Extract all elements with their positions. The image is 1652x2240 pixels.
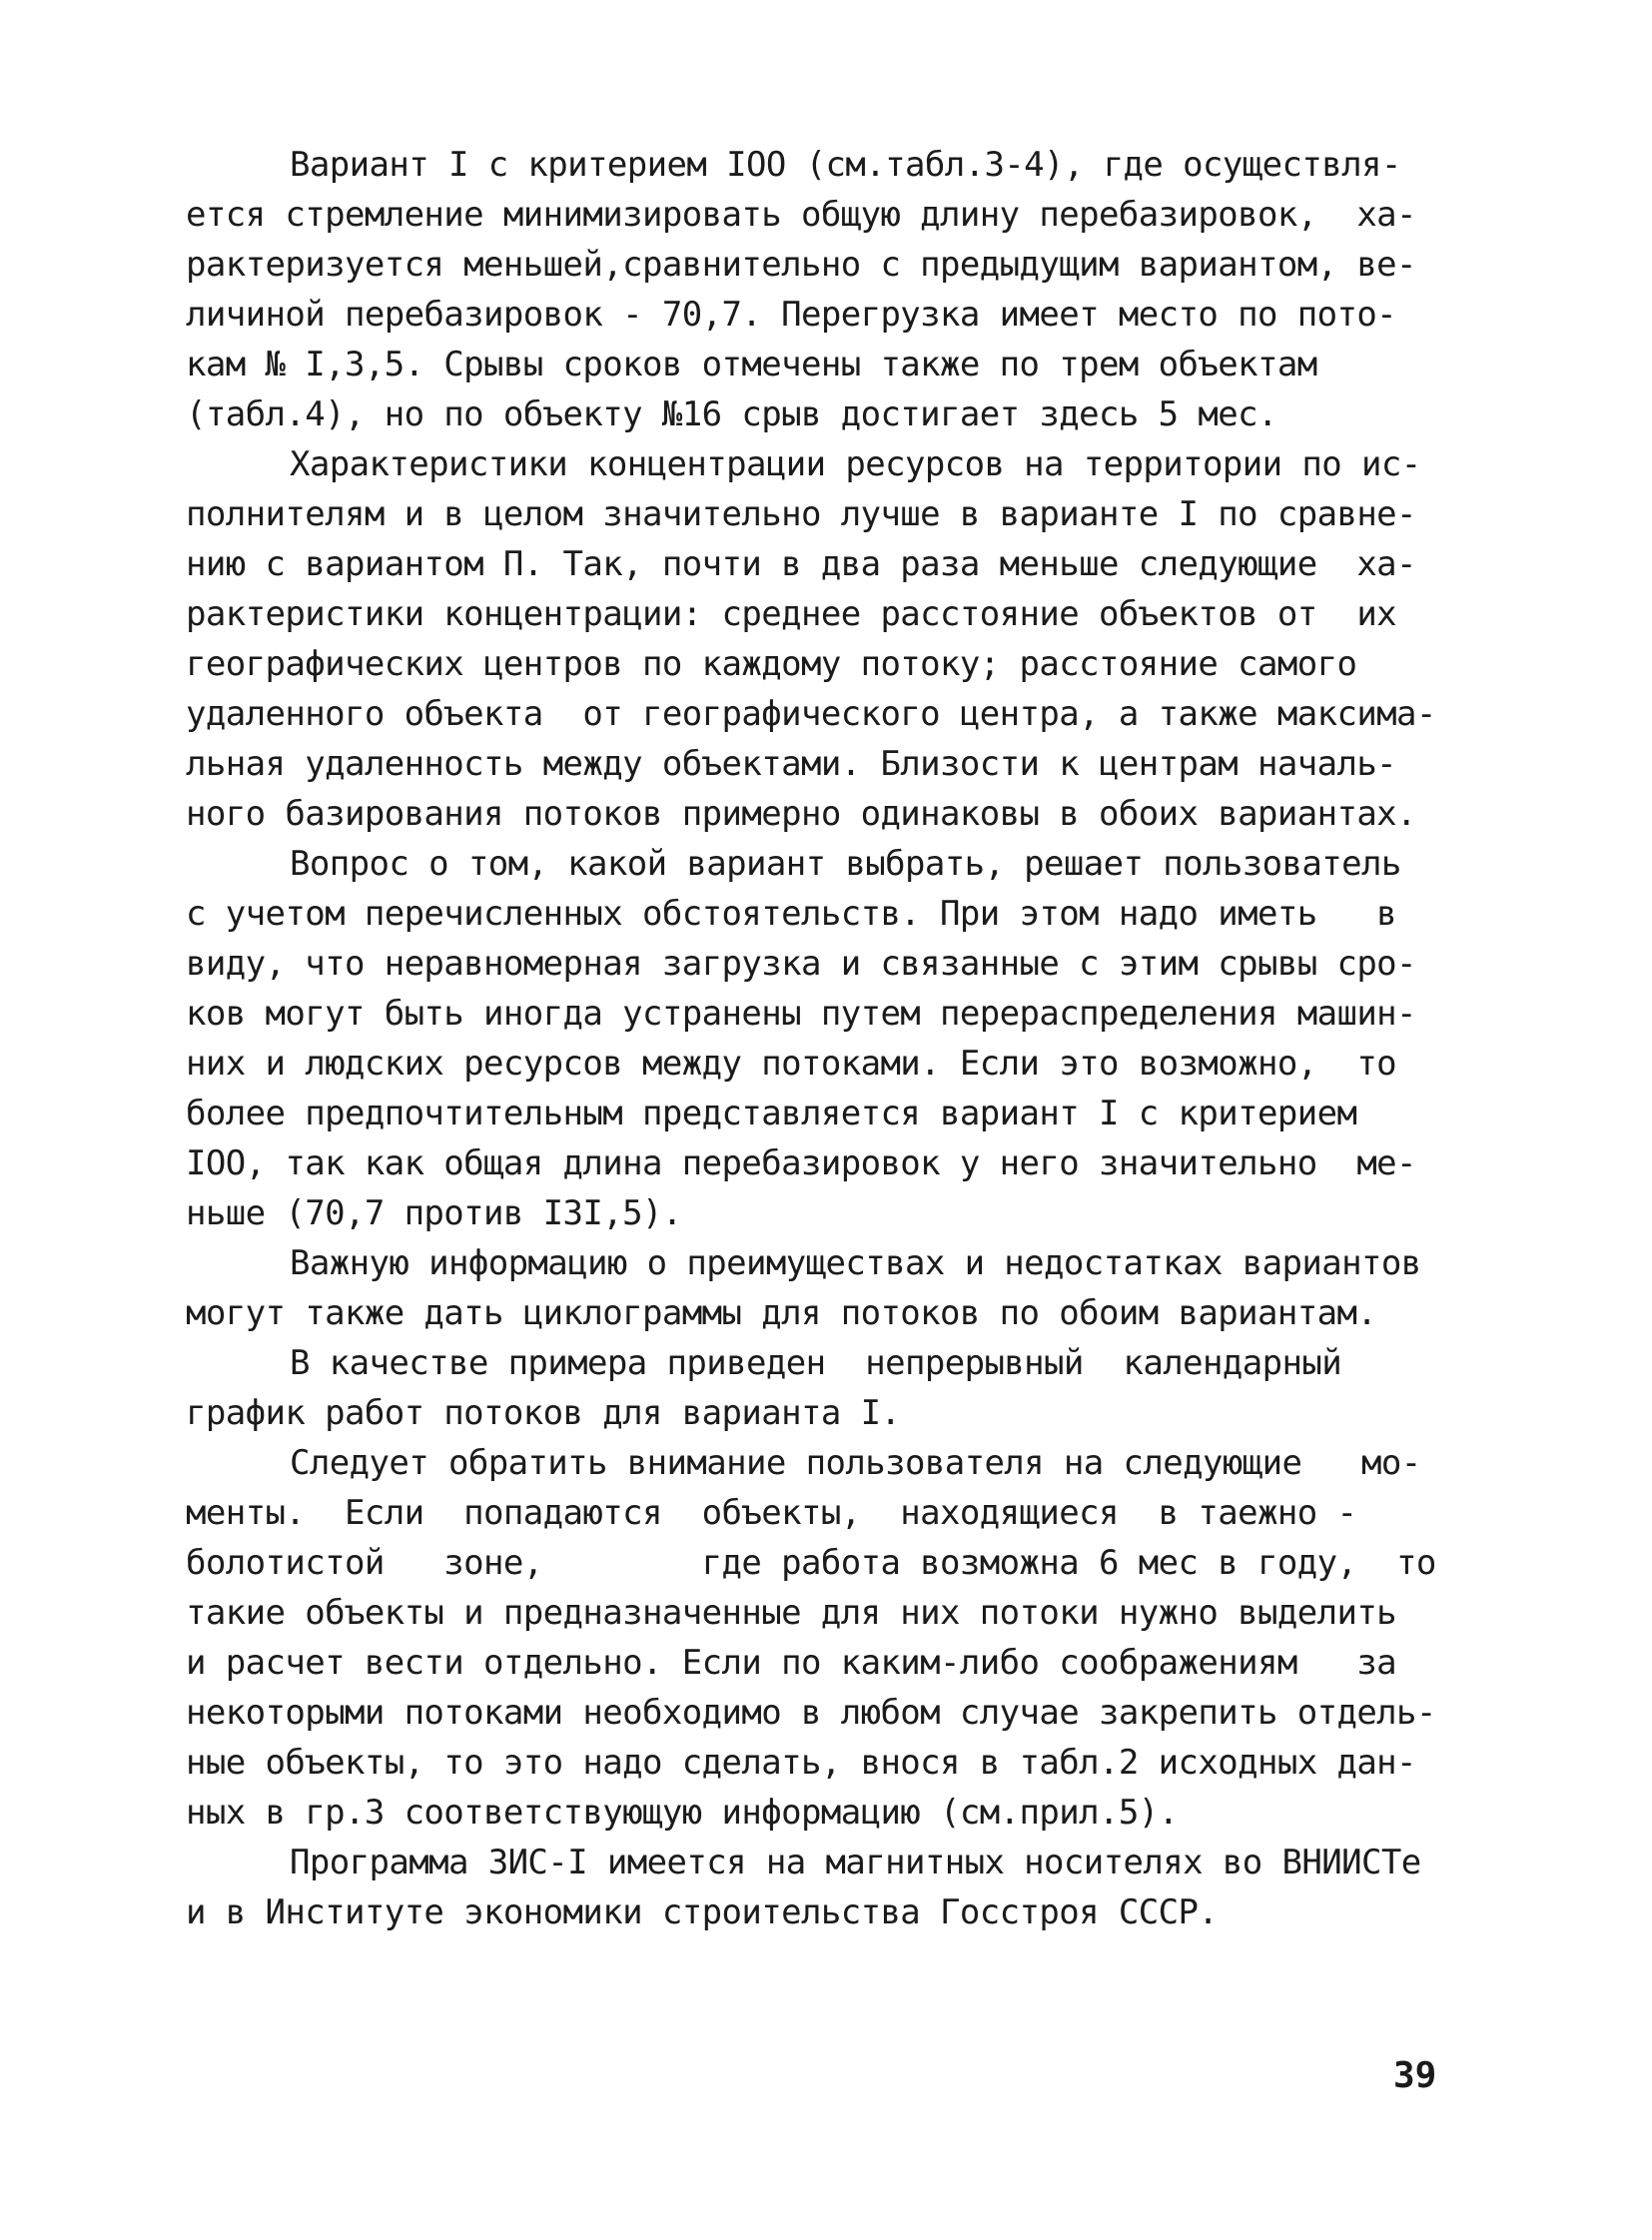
text-line: В качестве примера приведен непрерывный календарный [290, 1343, 1342, 1383]
text-line: них и людских ресурсов между потоками. Если это возможно, то [186, 1044, 1397, 1084]
text-line: более предпочтительным представляется вариант I с критерием [186, 1094, 1357, 1133]
text-line: полнителям и в целом значительно лучше в варианте I по сравне- [186, 494, 1416, 534]
paragraph-variant-i [186, 140, 1474, 439]
text-line: Вариант I с критерием IOO (см.табл.3-4), где осуществля- [290, 145, 1401, 185]
text-line: ных в гр.3 соответствующую информацию (см.прил.5). [186, 1793, 1179, 1833]
text-line: Характеристики концентрации ресурсов на территории по ис- [290, 444, 1421, 484]
text-line: личиной перебазировок - 70,7. Перегрузка имеет место по пото- [186, 295, 1397, 335]
text-line: льная удаленность между объектами. Близости к центрам началь- [186, 744, 1397, 784]
body-text [186, 140, 1474, 1937]
paragraph-choice [186, 839, 1474, 1238]
text-line: рактеристики концентрации: среднее расстояние объектов от их [186, 594, 1397, 634]
text-line: Программа ЗИС-I имеется на магнитных носителях во ВНИИСТе [290, 1843, 1421, 1882]
text-line: Следует обратить внимание пользователя на следующие мо- [290, 1443, 1421, 1483]
text-line: болотистой зоне, где работа возможна 6 мес в году, то [186, 1543, 1436, 1583]
text-line: могут также дать циклограммы для потоков по обоим вариантам. [186, 1293, 1377, 1333]
text-line: такие объекты и предназначенные для них потоки нужно выделить [186, 1593, 1397, 1633]
paragraph-example [186, 1338, 1474, 1438]
text-line: с учетом перечисленных обстоятельств. При этом надо иметь в [186, 894, 1397, 934]
paragraph-attention [186, 1438, 1474, 1838]
text-line: географических центров по каждому потоку; расстояние самого [186, 644, 1357, 684]
text-line: менты. Если попадаются объекты, находящиеся в таежно - [186, 1493, 1357, 1533]
text-line: некоторыми потоками необходимо в любом случае закрепить отдель- [186, 1693, 1436, 1733]
text-line: ного базирования потоков примерно одинаковы в обоих вариантах. [186, 794, 1416, 834]
text-line: и расчет вести отдельно. Если по каким-либо соображениям за [186, 1643, 1397, 1683]
text-line: IOO, так как общая длина перебазировок у него значительно ме- [186, 1143, 1416, 1183]
text-line: ные объекты, то это надо сделать, внося в табл.2 исходных дан- [186, 1743, 1416, 1783]
page-number: 39 [1393, 2055, 1437, 2096]
paragraph-cyclograms [186, 1238, 1474, 1338]
text-line: Вопрос о том, какой вариант выбрать, решает пользователь [290, 844, 1401, 884]
text-line: график работ потоков для варианта I. [186, 1393, 901, 1433]
text-line: (табл.4), но по объекту №16 срыв достигает здесь 5 мес. [186, 394, 1277, 434]
text-line: виду, что неравномерная загрузка и связанные с этим срывы сро- [186, 944, 1416, 984]
paragraph-concentration [186, 439, 1474, 839]
text-line: рактеризуется меньшей,сравнительно с предыдущим вариантом, ве- [186, 245, 1416, 285]
text-line: ков могут быть иногда устранены путем перераспределения машин- [186, 994, 1416, 1034]
paragraph-program [186, 1838, 1474, 1937]
text-line: ньше (70,7 против I3I,5). [186, 1193, 682, 1233]
text-line: ется стремление минимизировать общую длину перебазировок, ха- [186, 195, 1416, 235]
text-line: удаленного объекта от географического центра, а также максима- [186, 694, 1436, 734]
text-line: кам № I,3,5. Срывы сроков отмечены также по трем объектам [186, 345, 1317, 384]
text-line: нию с вариантом П. Так, почти в два раза меньше следующие ха- [186, 544, 1416, 584]
text-line: и в Институте экономики строительства Госстроя СССР. [186, 1892, 1219, 1932]
text-line: Важную информацию о преимуществах и недостатках вариантов [290, 1243, 1421, 1283]
